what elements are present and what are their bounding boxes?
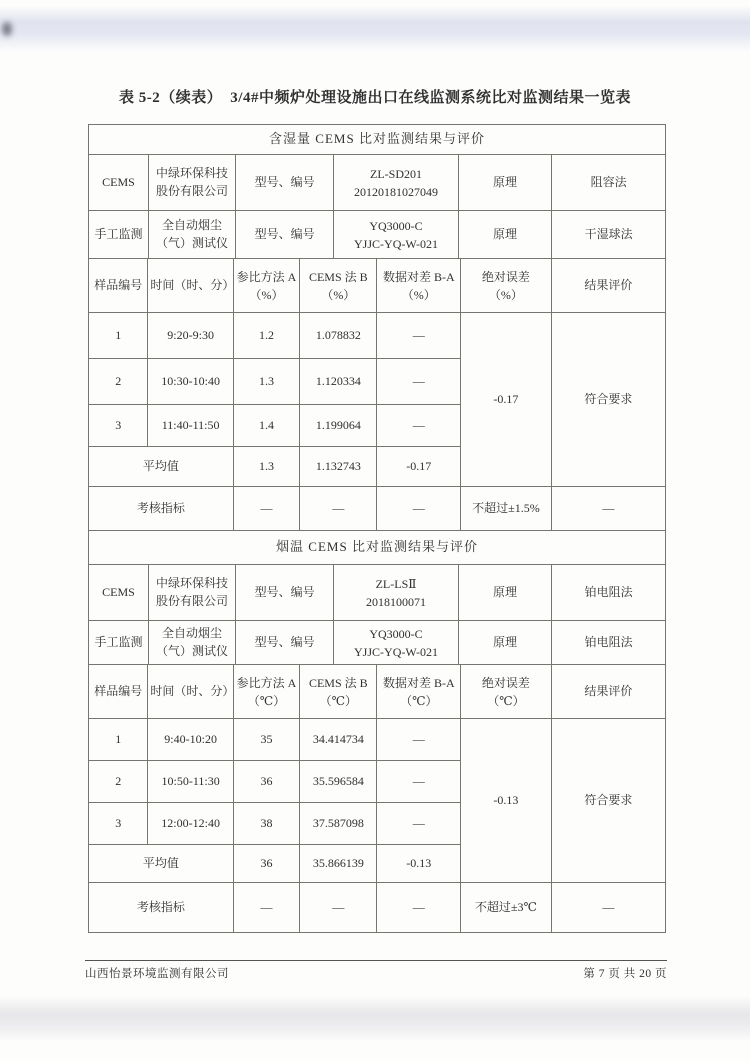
device-vendor: 中绿环保科技股份有限公司	[149, 155, 236, 211]
assessment-cems: —	[300, 883, 377, 933]
principle-label: 原理	[458, 211, 551, 259]
average-label: 平均值	[89, 447, 234, 487]
principle-value: 干湿球法	[552, 211, 666, 259]
cell-time: 11:40-11:50	[148, 405, 233, 447]
cell-diff: —	[377, 405, 461, 447]
col-header-time: 时间（时、分）	[148, 259, 233, 313]
section-temperature-info-table	[88, 530, 666, 665]
cell-sample-no: 3	[89, 405, 148, 447]
cell-ref: 1.4	[233, 405, 299, 447]
col-header-sample: 样品编号	[89, 665, 148, 719]
cell-ref: 1.2	[233, 313, 299, 359]
cell-time: 9:40-10:20	[148, 719, 233, 761]
cell-diff: —	[377, 313, 461, 359]
device-type: 手工监测	[89, 621, 149, 665]
principle-value: 阻容法	[552, 155, 666, 211]
comparison-tables	[88, 124, 666, 933]
device-model: YQ3000-C	[369, 218, 423, 233]
device-model-serial	[334, 155, 459, 211]
col-header-cems: CEMS 法 B （%）	[300, 259, 377, 313]
spec-label: 型号、编号	[236, 621, 334, 665]
cell-ref: 1.3	[233, 359, 299, 405]
device-serial: 2018100071	[366, 594, 427, 609]
cell-sample-no: 2	[89, 359, 148, 405]
scan-artifact-top-band	[0, 6, 750, 52]
section-title-humidity: 含湿量 CEMS 比对监测结果与评价	[89, 125, 666, 155]
principle-label: 原理	[458, 621, 551, 665]
device-serial: YJJC-YQ-W-021	[354, 236, 439, 251]
cell-result-merged: 符合要求	[551, 313, 665, 487]
assessment-label: 考核指标	[89, 487, 234, 531]
device-model: ZL-SD201	[370, 166, 423, 181]
spec-label: 型号、编号	[236, 211, 334, 259]
cell-cems: 1.120334	[300, 359, 377, 405]
col-header-abs-error: 绝对误差 （%）	[461, 259, 552, 313]
col-header-diff: 数据对差 B-A （℃）	[377, 665, 461, 719]
device-serial: YJJC-YQ-W-021	[354, 644, 439, 659]
cell-ref: 36	[233, 761, 299, 803]
cell-cems: 1.199064	[300, 405, 377, 447]
average-diff: -0.13	[377, 845, 461, 883]
section-temperature-data-table	[88, 664, 666, 933]
average-cems: 35.866139	[300, 845, 377, 883]
table-row	[89, 719, 666, 761]
average-cems: 1.132743	[300, 447, 377, 487]
cell-ref: 35	[233, 719, 299, 761]
footer-page-number: 第 7 页 共 20 页	[583, 968, 667, 980]
average-ref: 36	[233, 845, 299, 883]
cell-cems: 35.596584	[300, 761, 377, 803]
col-header-ref: 参比方法 A （℃）	[233, 665, 299, 719]
assessment-result: —	[551, 487, 665, 531]
cell-time: 9:20-9:30	[148, 313, 233, 359]
device-model: ZL-LSⅡ	[375, 576, 417, 591]
scan-artifact-smudge	[2, 22, 12, 36]
device-type: 手工监测	[89, 211, 149, 259]
section-humidity-info-table	[88, 124, 666, 259]
assessment-limit: 不超过±1.5%	[461, 487, 552, 531]
device-model-serial	[334, 621, 459, 665]
principle-label: 原理	[458, 565, 551, 621]
assessment-ref: —	[233, 487, 299, 531]
average-label: 平均值	[89, 845, 234, 883]
assessment-cems: —	[300, 487, 377, 531]
device-vendor: 中绿环保科技股份有限公司	[149, 565, 236, 621]
assessment-result: —	[551, 883, 665, 933]
cell-diff: —	[377, 719, 461, 761]
device-vendor: 全自动烟尘（气）测试仪	[149, 621, 236, 665]
assessment-diff: —	[377, 487, 461, 531]
device-type: CEMS	[89, 155, 149, 211]
cell-result-merged: 符合要求	[551, 719, 665, 883]
col-header-sample: 样品编号	[89, 259, 148, 313]
cell-cems: 1.078832	[300, 313, 377, 359]
col-header-result: 结果评价	[551, 665, 665, 719]
cell-diff: —	[377, 803, 461, 845]
col-header-cems: CEMS 法 B （℃）	[300, 665, 377, 719]
scan-artifact-bottom-band	[0, 996, 750, 1042]
assessment-diff: —	[377, 883, 461, 933]
principle-label: 原理	[458, 155, 551, 211]
cell-cems: 34.414734	[300, 719, 377, 761]
principle-value: 铂电阻法	[552, 565, 666, 621]
assessment-ref: —	[233, 883, 299, 933]
assessment-label: 考核指标	[89, 883, 234, 933]
table-row	[89, 313, 666, 359]
device-serial: 20120181027049	[354, 184, 439, 199]
col-header-time: 时间（时、分）	[148, 665, 233, 719]
cell-cems: 37.587098	[300, 803, 377, 845]
cell-time: 12:00-12:40	[148, 803, 233, 845]
device-model: YQ3000-C	[369, 626, 423, 641]
average-diff: -0.17	[377, 447, 461, 487]
document-title: 表 5-2（续表） 3/4#中频炉处理设施出口在线监测系统比对监测结果一览表	[119, 90, 631, 106]
footer-company: 山西怡景环境监测有限公司	[85, 968, 229, 980]
spec-label: 型号、编号	[236, 565, 334, 621]
col-header-abs-error: 绝对误差 （℃）	[461, 665, 552, 719]
section-humidity-data-table	[88, 258, 666, 531]
assessment-row	[89, 883, 666, 933]
cell-time: 10:30-10:40	[148, 359, 233, 405]
device-vendor: 全自动烟尘（气）测试仪	[149, 211, 236, 259]
assessment-limit: 不超过±3℃	[461, 883, 552, 933]
cell-time: 10:50-11:30	[148, 761, 233, 803]
page-footer	[85, 965, 667, 981]
cell-ref: 38	[233, 803, 299, 845]
device-model-serial	[334, 211, 459, 259]
principle-value: 铂电阻法	[552, 621, 666, 665]
device-model-serial	[334, 565, 459, 621]
assessment-row	[89, 487, 666, 531]
section-title-temperature: 烟温 CEMS 比对监测结果与评价	[89, 531, 666, 565]
cell-sample-no: 2	[89, 761, 148, 803]
col-header-result: 结果评价	[551, 259, 665, 313]
cell-sample-no: 1	[89, 719, 148, 761]
col-header-diff: 数据对差 B-A （%）	[377, 259, 461, 313]
cell-abs-error-merged: -0.13	[461, 719, 552, 883]
cell-abs-error-merged: -0.17	[461, 313, 552, 487]
cell-sample-no: 3	[89, 803, 148, 845]
device-type: CEMS	[89, 565, 149, 621]
col-header-ref: 参比方法 A （%）	[233, 259, 299, 313]
cell-diff: —	[377, 761, 461, 803]
spec-label: 型号、编号	[236, 155, 334, 211]
cell-sample-no: 1	[89, 313, 148, 359]
average-ref: 1.3	[233, 447, 299, 487]
footer-rule	[85, 960, 667, 961]
cell-diff: —	[377, 359, 461, 405]
